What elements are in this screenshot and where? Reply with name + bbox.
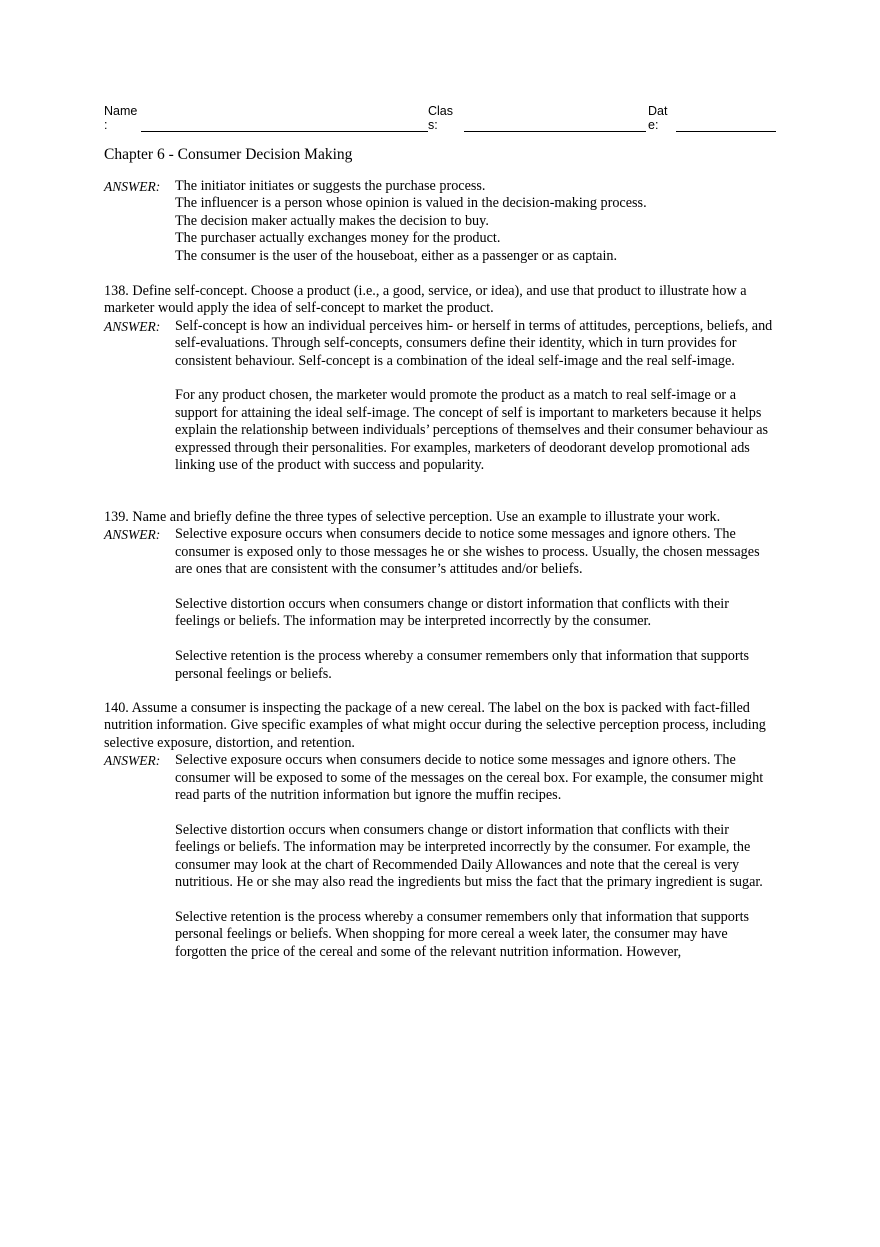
- answer-paragraph: Selective retention is the process whereby a consumer remembers only that information that supports personal feelings or beliefs. When shopping for more cereal a week later, the consumer may have forgotten the price of the cereal and some of the relevant nutrition information. However,: [175, 908, 750, 960]
- class-line: [464, 131, 646, 132]
- answer-paragraph: For any product chosen, the marketer would promote the product as a match to real self-image or a support for attaining the ideal self-image. The concept of self is important to marketers because it helps explain the relationship between individuals’ perceptions of themselves and their consumer behaviour as expressed through their personalities. For examples, marketers of deodorant develop promotional ads linking use of the product with success and popularity.: [175, 387, 769, 474]
- answer-paragraph: Selective retention is the process whereby a consumer remembers only that information that supports personal feelings or beliefs.: [175, 648, 750, 682]
- answer-line: The purchaser actually exchanges money for the product.: [175, 230, 501, 247]
- question-text: 139. Name and briefly define the three types of selective perception. Use an example to illustrate your work.: [104, 509, 721, 525]
- answer-line: The consumer is the user of the houseboat, either as a passenger or as captain.: [175, 247, 618, 264]
- date-label: Dat e:: [648, 104, 668, 132]
- question-text: 140. Assume a consumer is inspecting the package of a new cereal. The label on the box is packed with fact-filled nutrition information. Give specific examples of what might occur during the selective perception process, including selective exposure, distortion, and retention.: [104, 700, 766, 751]
- answer-label: ANSWER:: [104, 753, 161, 769]
- chapter-title: Chapter 6 - Consumer Decision Making: [104, 146, 353, 163]
- answer-line: The initiator initiates or suggests the purchase process.: [175, 178, 486, 194]
- student-info-header: [104, 104, 776, 136]
- answer-paragraph: Self-concept is how an individual perceives him- or herself in terms of attitudes, perceptions, beliefs, and self-evaluations. Through self-concepts, consumers define their identity, which in turn provides for consistent behaviour. Self-concept is a combination of the ideal self-image and the real self-image.: [175, 317, 773, 369]
- date-line: [676, 131, 776, 132]
- question-140: [104, 700, 776, 961]
- answer-label: ANSWER:: [104, 179, 161, 194]
- answer-paragraph: Selective exposure occurs when consumers decide to notice some messages and ignore others. The consumer will be exposed to some of the messages on the cereal box. For example, the consumer might read parts of the nutrition information but ignore the muffin recipes.: [175, 752, 764, 804]
- question-139: [104, 509, 776, 683]
- answer-line: The decision maker actually makes the decision to buy.: [175, 212, 489, 229]
- answer-paragraph: Selective distortion occurs when consumers change or distort information that conflicts with their feelings or beliefs. The information may be interpreted incorrectly by the consumer. For example, the consumer may look at the chart of Recommended Daily Allowances and note that the cereal is very nutritious. He or she may also read the ingredients but miss the fact that the primary ingredient is sugar.: [175, 821, 763, 891]
- answer-block-roles: [104, 178, 776, 265]
- answer-line: The influencer is a person whose opinion is valued in the decision-making process.: [175, 195, 647, 212]
- answer-label: ANSWER:: [104, 527, 161, 543]
- answer-paragraph: Selective exposure occurs when consumers decide to notice some messages and ignore others. The consumer is exposed only to those messages he or she wishes to process. Usually, the chosen messages are ones that are consistent with the consumer’s attitudes and/or beliefs.: [175, 526, 760, 578]
- answer-paragraph: Selective distortion occurs when consumers change or distort information that conflicts with their feelings or beliefs. The information may be interpreted incorrectly by the consumer.: [175, 596, 729, 630]
- question-138: [104, 283, 776, 474]
- question-text: 138. Define self-concept. Choose a product (i.e., a good, service, or idea), and use that product to illustrate how a marketer would apply the idea of self-concept to market the product.: [104, 283, 747, 317]
- class-label: Clas s:: [428, 104, 454, 132]
- name-line: [141, 131, 428, 132]
- answer-label: ANSWER:: [104, 318, 161, 334]
- name-label: Name :: [104, 104, 138, 132]
